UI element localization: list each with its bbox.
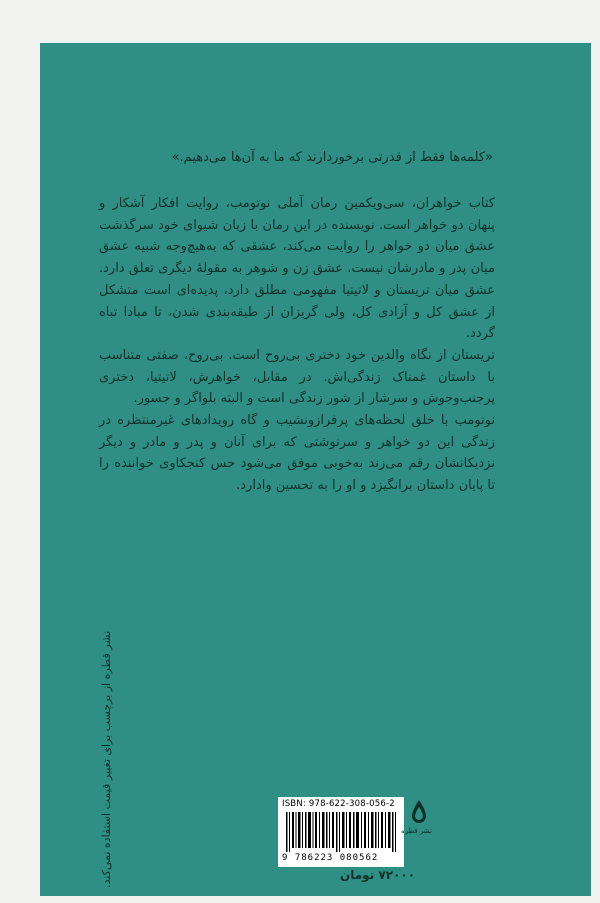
price-label-note: نشر قطره از برچسب برای تغییر قیمت استفاده نمی‌کند. — [100, 631, 113, 889]
blurb-paragraph-3: نوتومب با خلق لحظه‌های پرفرازونشیب و گاه رویدادهای غیرمنتظره در زندگی این دو خواهر و سرنوشتی که برای آنان و پدر و مادر و دیگر نزدیکانشان رقم می‌زند به‌خوبی موفق می‌شود حس کنجکاوی خواننده را تا پایان داستان برانگیزد و او را به تحسین وادارد. — [99, 413, 495, 494]
isbn-text: ISBN: 978-622-308-056-2 — [282, 799, 395, 809]
epigraph-quote: «کلمه‌ها فقط از قدرتی برخوردارند که ما به آن‌ها می‌دهیم.» — [171, 150, 493, 165]
blurb-text — [99, 193, 495, 497]
barcode-number: 9 786223 080562 — [282, 853, 379, 863]
publisher-name: نشر قطره — [401, 827, 432, 835]
barcode-icon — [284, 812, 398, 852]
publisher-logo — [401, 799, 432, 843]
price-tag: ۷۲۰۰۰ تومان — [340, 868, 416, 882]
isbn-barcode-box — [278, 797, 404, 867]
blurb-paragraph-1: کتاب خواهران، سی‌ویکمین رمان آملی نوتومب، روایت افکار آشکار و پنهان دو خواهر است. نویسنده در این رمان با زبان شیوای خود سرگذشت عشق میان دو خواهر را روایت می‌کند، عشقی که به‌هیچ‌وجه شبیه عشق میان پدر و مادرشان نیست. عشق زن و شوهر به مقولهٔ دیگری تعلق دارد. عشق میان تریستان و لاتیتیا مفهومی مطلق دارد، پدیده‌ای است متشکل از عشق کل و آزادی کل، ولی گریزان از طبقه‌بندی شدن، تا مبادا تباه گردد. — [99, 196, 495, 342]
blurb-paragraph-2: تریستان از نگاه والدین خود دختری بی‌روح است. بی‌روح، صفتی متناسب با داستان غمناک زندگی‌اش. در مقابل، خواهرش، لاتیتیا، دختری پرجنب‌وجوش و سرشار از شور زندگی است و البته بلواگر و جسور. — [99, 347, 495, 407]
book-back-cover — [40, 43, 591, 896]
drop-logo-icon — [410, 799, 428, 825]
